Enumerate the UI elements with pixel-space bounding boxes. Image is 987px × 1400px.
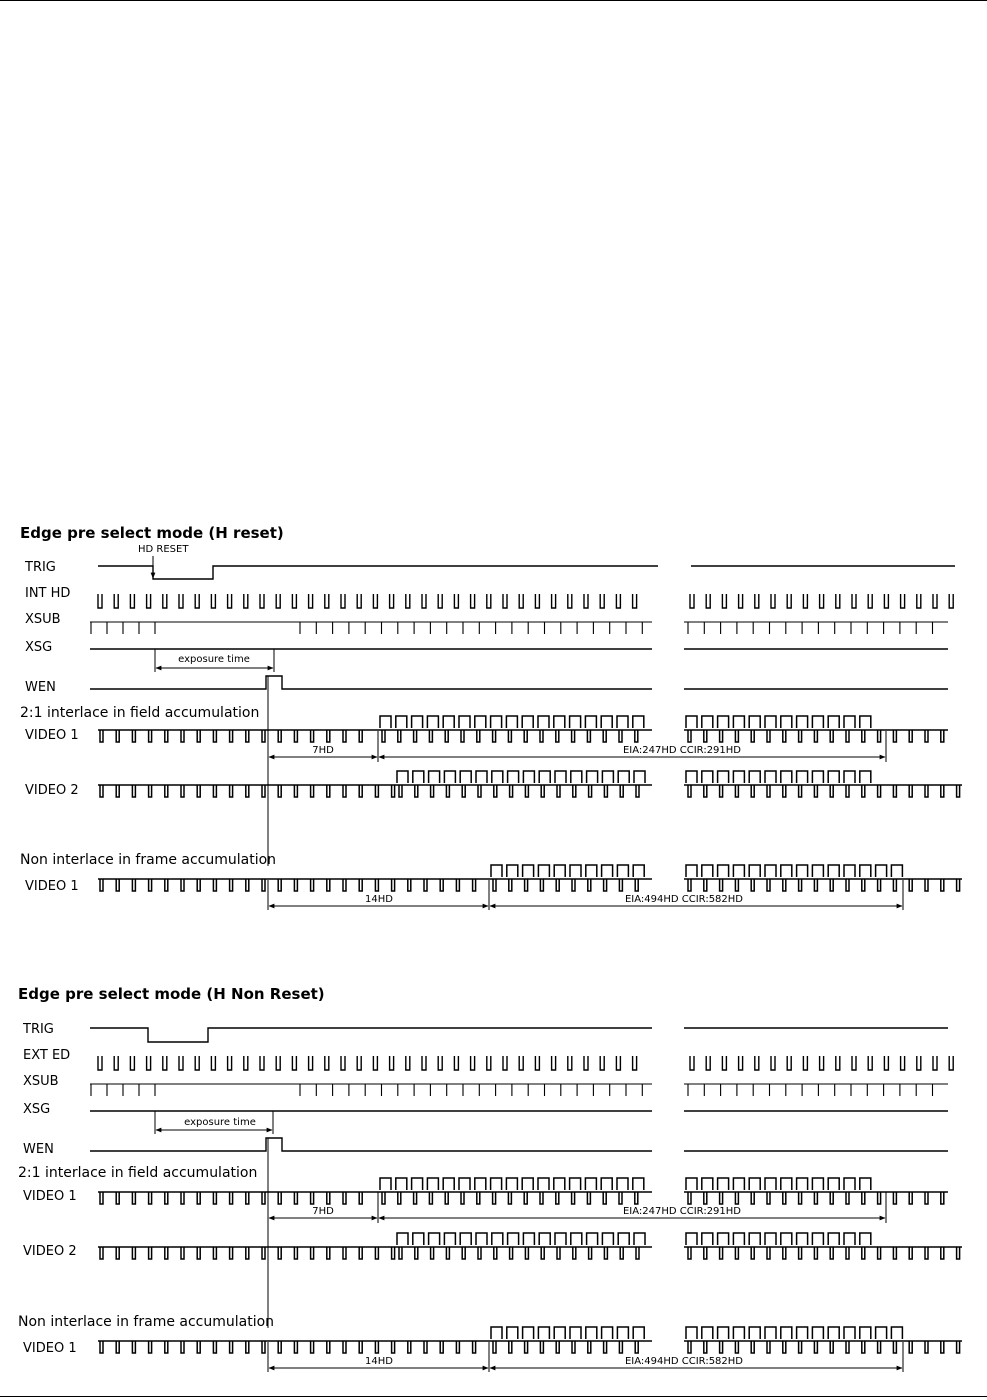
ext-ed-waveform <box>98 1056 953 1070</box>
waveform-segment <box>98 865 962 891</box>
waveform-segment <box>98 1327 962 1353</box>
waveform-segment <box>90 1084 948 1096</box>
xsub-waveform <box>90 1084 948 1096</box>
field-delay-label: 7HD <box>312 1206 334 1217</box>
video1-field-waveform <box>98 1178 948 1204</box>
signal-label-wen: WEN <box>23 1142 54 1157</box>
field-period-label: EIA:247HD CCIR:291HD <box>622 1206 742 1217</box>
field-delay-label: 7HD <box>312 745 334 756</box>
video2-field-waveform <box>98 771 962 797</box>
waveform-segment <box>98 1178 948 1204</box>
frame-accumulation-heading: Non interlace in frame accumulation <box>18 1314 275 1330</box>
field-period-label: EIA:247HD CCIR:291HD <box>622 745 742 756</box>
signal-label-video1: VIDEO 1 <box>23 1189 77 1204</box>
trig-waveform <box>90 1028 652 1042</box>
signal-label-ext-ed: EXT ED <box>23 1048 71 1063</box>
waveform-segment <box>98 771 962 797</box>
signal-label-wen: WEN <box>25 680 56 695</box>
waveform-segment <box>98 594 953 608</box>
diagram-h-reset <box>20 524 962 910</box>
waveform-segment <box>90 622 948 634</box>
int-hd-waveform <box>98 594 953 608</box>
field-accumulation-heading: 2:1 interlace in field accumulation <box>20 705 260 721</box>
video1-frame-waveform <box>98 865 962 891</box>
diagram-title: Edge pre select mode (H reset) <box>20 524 284 542</box>
signal-label-video1: VIDEO 1 <box>25 728 79 743</box>
signal-label-trig: TRIG <box>23 1022 54 1037</box>
signal-label-xsub: XSUB <box>23 1074 59 1089</box>
signal-label-video1-frame: VIDEO 1 <box>23 1341 77 1356</box>
frame-delay-label: 14HD <box>365 1356 393 1367</box>
signal-label-trig: TRIG <box>25 560 56 575</box>
field-accumulation-heading: 2:1 interlace in field accumulation <box>18 1165 258 1181</box>
waveform-segment <box>98 1233 962 1259</box>
exposure-label: exposure time <box>178 654 250 665</box>
trig-waveform <box>98 566 658 579</box>
xsub-waveform <box>90 622 948 634</box>
signal-label-xsg: XSG <box>23 1102 51 1117</box>
waveform-segment <box>98 1056 953 1070</box>
video2-field-waveform <box>98 1233 962 1259</box>
diagram-h-non-reset <box>18 985 962 1372</box>
frame-accumulation-heading: Non interlace in frame accumulation <box>20 852 277 868</box>
frame-delay-label: 14HD <box>365 894 393 905</box>
signal-label-video1-frame: VIDEO 1 <box>25 879 79 894</box>
signal-label-video2: VIDEO 2 <box>23 1244 77 1259</box>
signal-label-xsg: XSG <box>25 640 53 655</box>
hd-reset-label: HD RESET <box>138 544 189 555</box>
frame-period-label: EIA:494HD CCIR:582HD <box>624 894 744 905</box>
wen-waveform <box>90 676 652 689</box>
wen-waveform <box>90 1138 652 1151</box>
signal-label-int-hd: INT HD <box>25 586 71 601</box>
diagram-title: Edge pre select mode (H Non Reset) <box>18 985 325 1003</box>
exposure-label: exposure time <box>184 1117 256 1128</box>
video1-frame-waveform <box>98 1327 962 1353</box>
frame-period-label: EIA:494HD CCIR:582HD <box>624 1356 744 1367</box>
signal-label-video2: VIDEO 2 <box>25 783 79 798</box>
signal-label-xsub: XSUB <box>25 612 61 627</box>
